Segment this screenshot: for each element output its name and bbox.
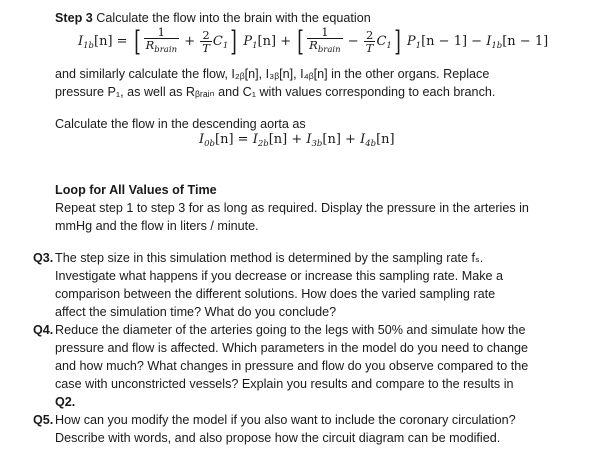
eq2-lhs-sub: 0b <box>204 139 215 149</box>
eq2-lhs: I <box>199 132 205 147</box>
eq1-p1-arg: [n] + <box>257 34 292 49</box>
loop-line1: Repeat step 1 to step 3 for as long as required. Display the pressure in the arteries in <box>55 201 529 215</box>
question-q4 <box>33 321 528 411</box>
loop-heading-text: Loop for All Values of Time <box>55 183 217 197</box>
eq1-p1b-sub: 1 <box>415 41 422 51</box>
q3-line4: affect the simulation time? What do you conclude? <box>55 305 337 319</box>
eq1-bracket-close-2: ] <box>394 24 401 58</box>
eq1-lhs-sub: 1b <box>83 41 94 51</box>
eq1-bracket-open-2: [ <box>297 24 304 58</box>
eq1-p1b: P <box>406 34 416 49</box>
q3-line1: The step size in this simulation method is determined by the sampling rate fₛ. <box>55 251 484 265</box>
eq1-frac1-den-sub: brain <box>154 45 178 55</box>
eq1-minus: − <box>347 34 359 49</box>
step3-after-line2: pressure P₁, as well as Rᵦᵣₐᵢₙ and C₁ with values corresponding to each branch. <box>55 85 496 99</box>
q5-line1: How can you modify the model if you also want to include the coronary circulation? <box>55 413 516 427</box>
eq1-c1b-sub: 1 <box>386 41 392 51</box>
eq1-frac4-den: T <box>365 40 374 55</box>
brain-flow-equation <box>78 26 548 57</box>
eq2-lhs-arg: [n] = <box>215 132 249 147</box>
eq2-term3: I <box>360 132 366 147</box>
loop-line2: mmHg and the flow in liters / minute. <box>55 219 259 233</box>
eq1-frac2 <box>200 29 212 55</box>
q4-line1: Reduce the diameter of the arteries going to the legs with 50% and simulate how the <box>55 323 526 337</box>
aorta-flow-equation <box>199 132 395 149</box>
eq1-frac3-den: R <box>309 38 318 52</box>
eq1-c1-sub: 1 <box>222 41 229 51</box>
eq1-frac2-den: T <box>202 40 210 55</box>
eq2-term2-arg: [n] + <box>322 132 356 147</box>
q4-line4: case with unconstricted vessels? Explain you results and compare to the results in <box>55 377 514 391</box>
q4-label: Q4. <box>33 323 54 337</box>
q5-label: Q5. <box>33 413 54 427</box>
eq1-frac4 <box>364 29 376 55</box>
q3-label: Q3. <box>33 251 54 265</box>
descending-aorta-text: Calculate the flow in the descending aorta as <box>55 117 306 131</box>
eq1-frac3 <box>307 26 342 57</box>
eq2-term3-sub: 4b <box>365 139 377 149</box>
eq2-term2-sub: 3b <box>311 139 323 149</box>
eq1-frac4-num: 2 <box>364 29 376 42</box>
eq1-p1: P <box>243 34 253 49</box>
eq1-p1b-arg: [n − 1] − <box>421 34 483 49</box>
q5-line2: Describe with words, and also propose how the circuit diagram can be modified. <box>55 431 501 445</box>
q4-line2: pressure and flow is affected. Which parameters in the model do you need to change <box>55 341 529 355</box>
eq1-bracket-open-1: [ <box>133 24 141 58</box>
step3-heading: Step 3 <box>55 11 93 25</box>
step3-intro-text: Calculate the flow into the brain with the equation <box>92 11 371 25</box>
eq1-i1b-arg: [n − 1] <box>502 34 549 49</box>
eq1-lhs-arg: [n] = <box>94 34 128 49</box>
eq2-term1-sub: 2b <box>257 139 269 149</box>
eq1-plus: + <box>184 34 196 49</box>
eq1-p1-sub: 1 <box>252 41 258 51</box>
eq1-frac2-num: 2 <box>200 29 212 42</box>
eq2-term3-arg: [n] <box>376 132 395 147</box>
eq2-term1-arg: [n] + <box>268 132 303 147</box>
question-q3 <box>33 249 503 321</box>
step3-after-line1: and similarly calculate the flow, I₂ᵦ[n], I₃ᵦ[n], I₄ᵦ[n] in the other organs. Replace <box>55 67 490 81</box>
eq1-lhs: I <box>78 34 84 49</box>
q3-line3: comparison between the different solutions. How does the varied sampling rate <box>55 287 496 301</box>
eq1-frac3-num: 1 <box>307 26 342 39</box>
eq1-frac1 <box>144 26 179 57</box>
eq1-frac1-num: 1 <box>144 26 179 39</box>
eq1-frac1-den: R <box>145 38 155 52</box>
eq1-c1b: C <box>376 34 387 49</box>
eq2-term2: I <box>306 132 312 147</box>
q4-line3: and how much? What changes in pressure and flow do you observe compared to the <box>55 359 529 373</box>
eq1-i1b-sub: 1b <box>491 41 503 51</box>
eq1-i1b: I <box>486 34 492 49</box>
question-q5 <box>33 411 516 447</box>
eq1-c1: C <box>212 34 223 49</box>
eq1-bracket-close-1: ] <box>230 24 238 58</box>
loop-heading <box>55 181 217 199</box>
eq2-term1: I <box>252 132 258 147</box>
q3-line2: Investigate what happens if you decrease or increase this sampling rate. Make a <box>55 269 504 283</box>
eq1-frac3-den-sub: brain <box>317 45 341 55</box>
q4-line5: Q2. <box>55 395 76 409</box>
